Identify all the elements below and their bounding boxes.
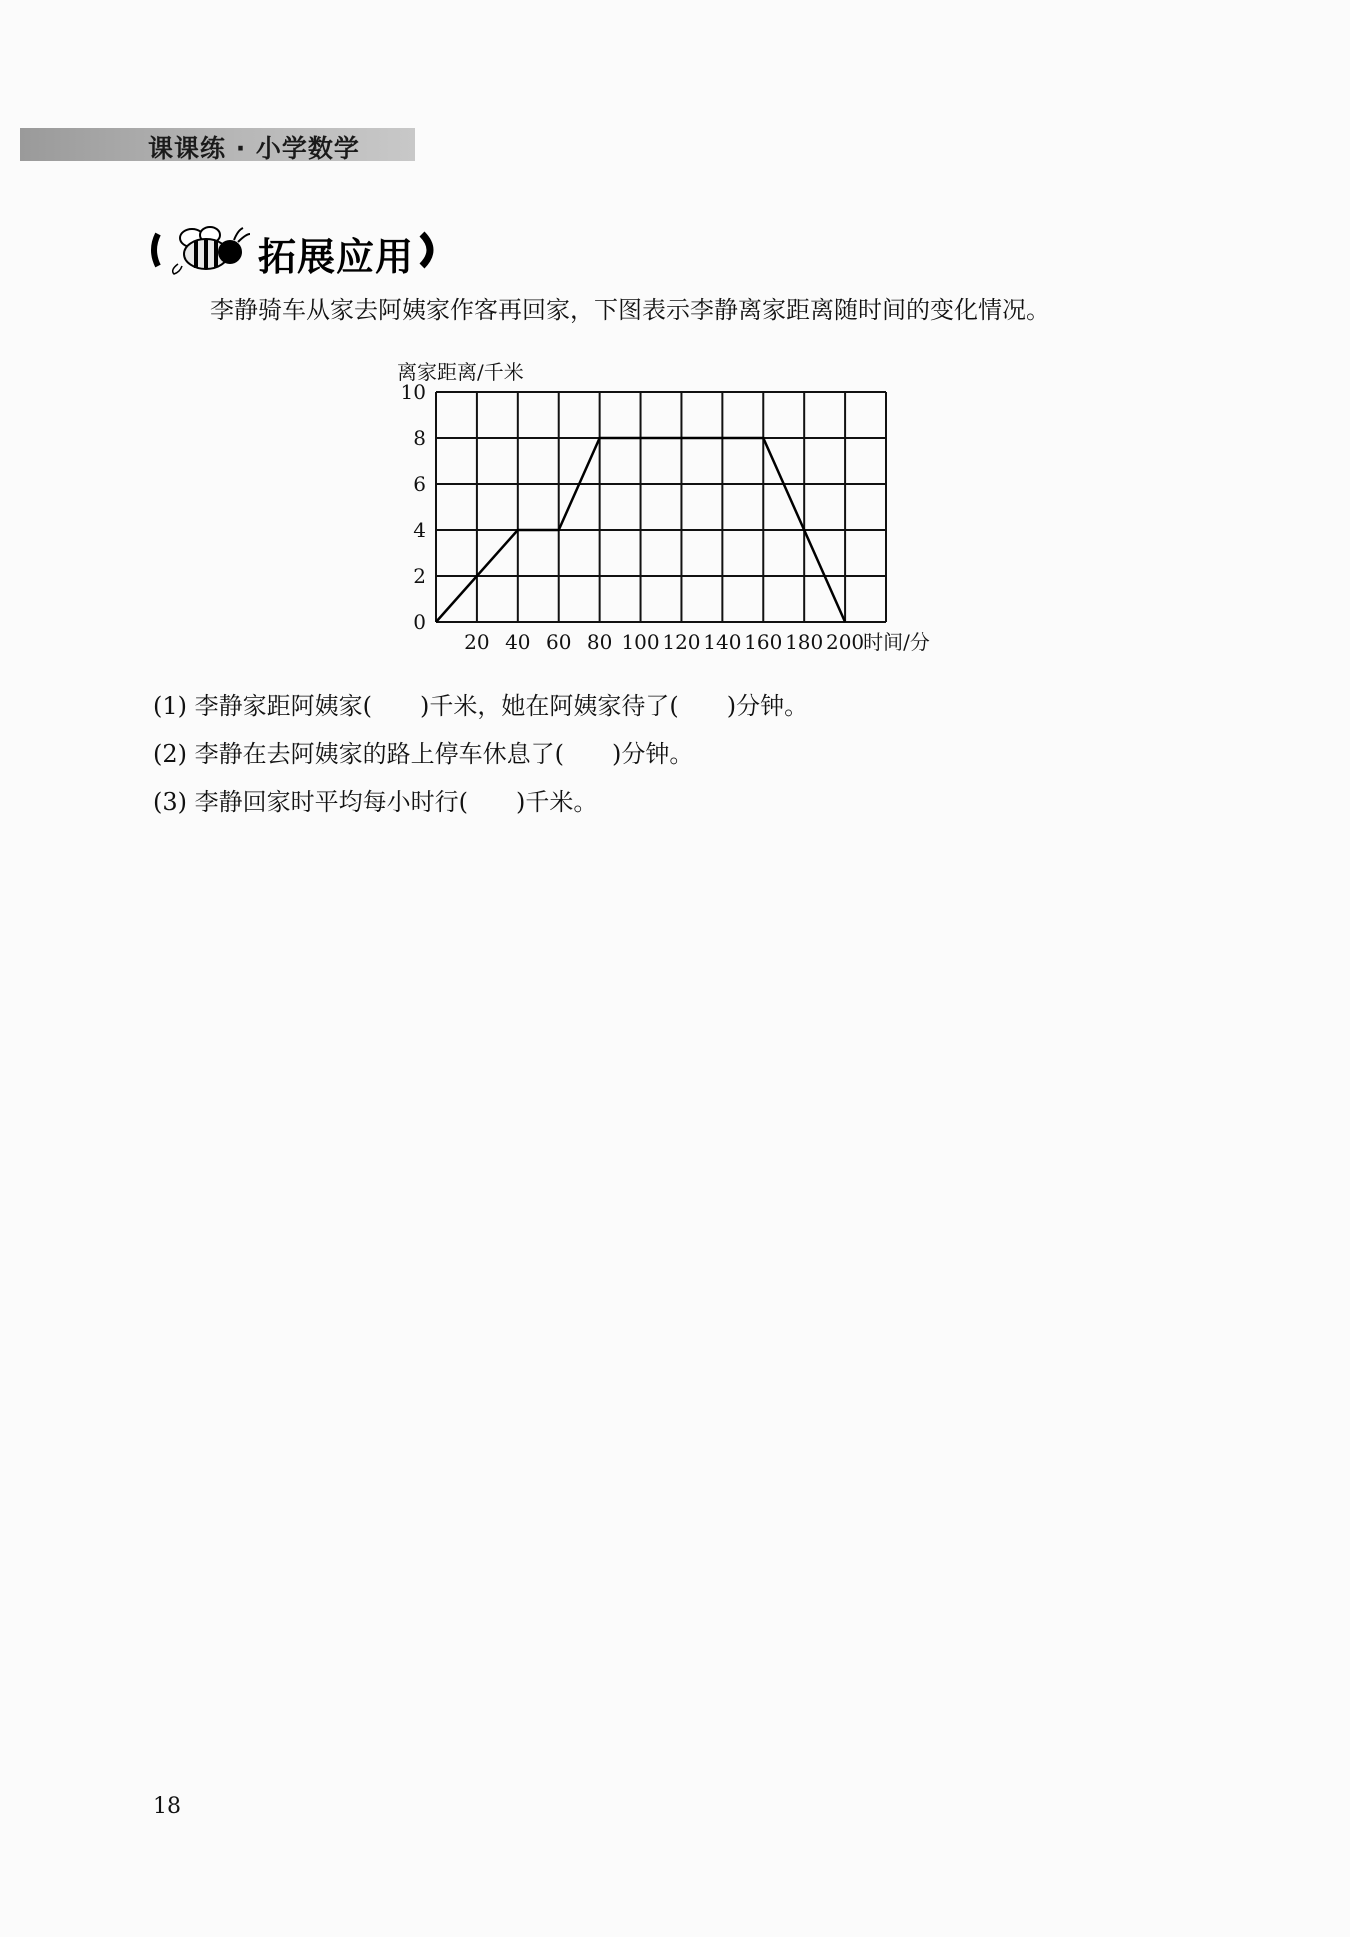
question-1: (1) 李静家距阿姨家( )千米，她在阿姨家待了( )分钟。 [153,692,809,720]
x-tick-label: 20 [464,630,490,654]
x-tick-label: 120 [662,630,701,654]
x-tick-label: 60 [546,630,572,654]
x-tick-label: 180 [785,630,824,654]
x-tick-labels [464,630,864,654]
x-tick-label: 80 [586,630,613,654]
distance-time-chart [380,376,980,656]
y-tick-label: 4 [413,518,426,542]
intro-text: 李静骑车从家去阿姨家作客再回家，下图表示李静离家距离随时间的变化情况。 [210,296,1050,324]
y-axis-label: 离家距离/千米 [397,360,524,384]
x-tick-label: 40 [505,630,531,654]
page-number: 18 [153,1794,181,1819]
y-tick-label: 6 [413,472,426,496]
bee-icon [148,222,258,278]
y-tick-label: 0 [413,610,426,634]
x-tick-label: 100 [621,630,660,654]
header-title: 课课练 · 小学数学 [148,134,360,163]
x-tick-label: 200 [825,630,865,654]
section-title: 拓展应用 [258,235,415,279]
right-bracket-icon [416,230,440,270]
x-axis-label: 时间/分 [863,630,930,654]
section-heading [148,222,448,278]
question-2: (2) 李静在去阿姨家的路上停车休息了( )分钟。 [153,740,694,768]
y-tick-labels [401,380,426,634]
question-3: (3) 李静回家时平均每小时行( )千米。 [153,788,598,816]
y-tick-label: 2 [413,564,426,588]
y-tick-label: 8 [413,426,426,450]
x-tick-label: 160 [744,630,783,654]
y-tick-label: 10 [400,380,426,404]
chart-grid [436,392,886,622]
x-tick-label: 140 [703,630,742,654]
